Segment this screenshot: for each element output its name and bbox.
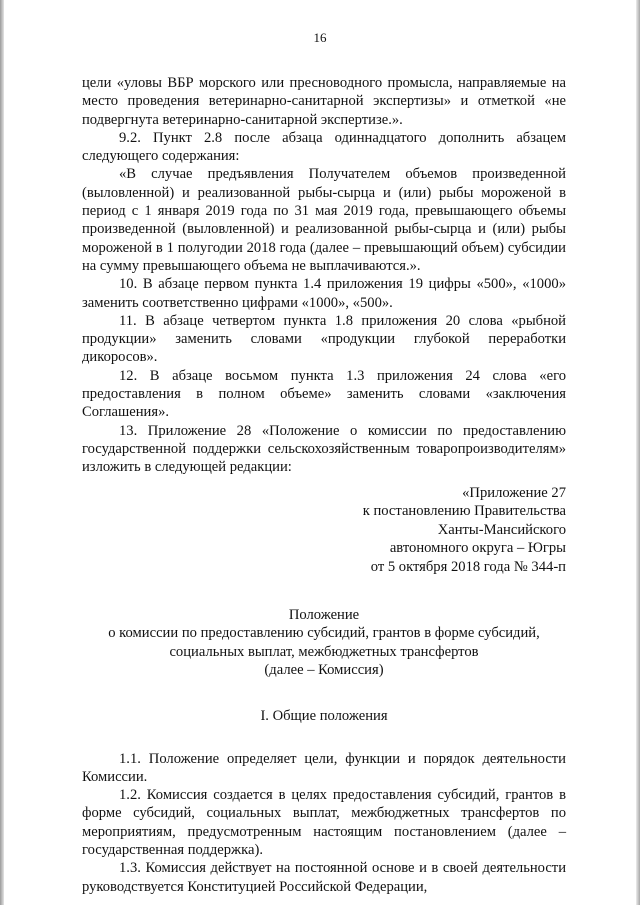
paragraph-1-2: 1.2. Комиссия создается в целях предоставления субсидий, грантов в форме субсидий, социальных выплат, межбюджетных трансфертов по мероприятиям, предусмотренным настоящим постановлением (далее – государственная поддержка). — [82, 787, 566, 858]
title-line: социальных выплат, межбюджетных трансфертов — [169, 643, 479, 660]
paragraph-1-1: 1.1. Положение определяет цели, функции и порядок деятельности Комиссии. — [82, 750, 566, 785]
appendix-line: Ханты-Мансийского — [437, 521, 566, 538]
paragraph-quote: «В случае предъявления Получателем объемов произведенной (выловленной) и реализованной рыбы-сырца и (или) рыбы мороженой в период с 1 января 2019 года по 31 мая 2019 года, превышающего объемы произведенной (выловленной) и реализованной рыбы-сырца и (или) рыбы мороженой в 1 полугодии 2018 года (далее – превышающий объем) субсидии на сумму превышающего объема не выплачиваются.». — [82, 166, 566, 274]
scan-edge-left — [0, 0, 4, 905]
title-line: Положение — [288, 607, 360, 624]
appendix-line: от 5 октября 2018 года № 344-п — [370, 558, 566, 575]
paragraph-10: 10. В абзаце первом пункта 1.4 приложения 19 цифры «500», «1000» заменить соответственно цифрами «1000», «500». — [82, 276, 566, 311]
appendix-line: «Приложение 27 — [462, 484, 566, 501]
scan-edge-right — [636, 0, 640, 905]
page-number: 16 — [313, 30, 327, 45]
document-body — [82, 74, 566, 896]
paragraph-continuation: цели «уловы ВБР морского или пресноводного промысла, направляемые на место проведения ветеринарно-санитарной экспертизы» и отметкой «не подвергнута ветеринарно-санитарной экспертизе.». — [82, 75, 566, 128]
title-line: (далее – Комиссия) — [264, 661, 384, 678]
document-title — [82, 606, 566, 679]
paragraph-13: 13. Приложение 28 «Положение о комиссии по предоставлению государственной поддержки сельскохозяйственным товаропроизводителям» изложить в следующей редакции: — [82, 422, 566, 476]
paragraph-9-2: 9.2. Пункт 2.8 после абзаца одиннадцатого дополнить абзацем следующего содержания: — [82, 129, 566, 165]
appendix-reference — [82, 484, 566, 577]
paragraph-1-3: 1.3. Комиссия действует на постоянной основе и в своей деятельности руководствуется Конституцией Российской Федерации, — [82, 860, 566, 895]
paragraph-11: 11. В абзаце четвертом пункта 1.8 приложения 20 слова «рыбной продукции» заменить словами «продукции глубокой переработки дикоросов». — [82, 312, 566, 366]
section-heading: I. Общие положения — [260, 708, 388, 725]
appendix-line: к постановлению Правительства — [362, 503, 566, 520]
appendix-line: автономного округа – Югры — [389, 540, 566, 557]
paragraph-12: 12. В абзаце восьмом пункта 1.3 приложения 24 слова «его предоставления в полном объеме» заменить словами «заключения Соглашения». — [82, 367, 566, 421]
title-line: о комиссии по предоставлению субсидий, грантов в форме субсидий, — [108, 625, 540, 642]
